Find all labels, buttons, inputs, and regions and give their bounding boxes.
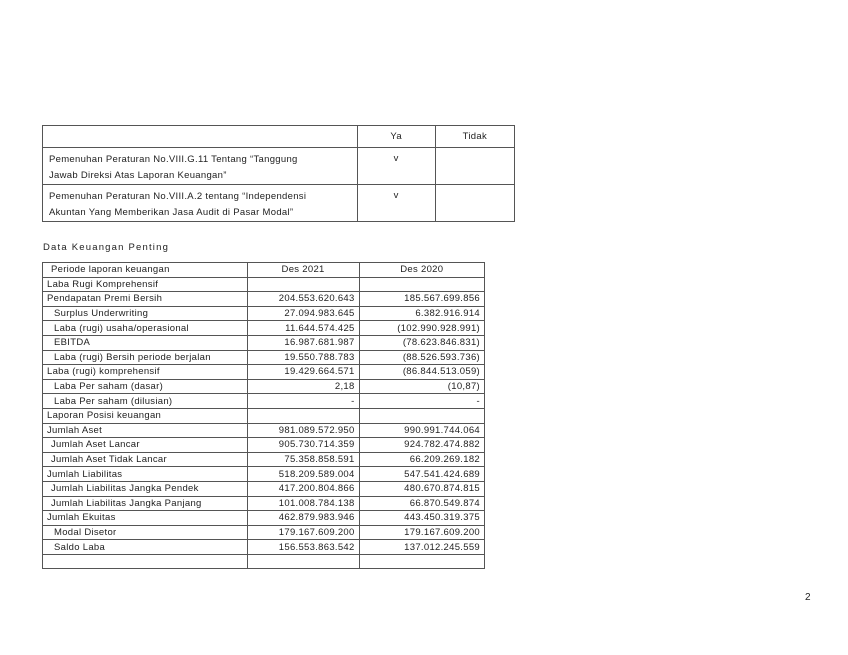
value-2021 (247, 408, 359, 423)
compliance-header-ya: Ya (357, 126, 435, 148)
table-row (43, 408, 485, 423)
value-2021: - (247, 394, 359, 409)
value-2020 (359, 554, 484, 569)
row-label: Jumlah Aset (43, 423, 248, 438)
compliance-description-line: Akuntan Yang Memberikan Jasa Audit di Pasar Modal” (49, 207, 294, 218)
value-2020 (359, 408, 484, 423)
row-label: Pendapatan Premi Bersih (43, 292, 248, 307)
value-2021: 19.550.788.783 (247, 350, 359, 365)
row-label: Saldo Laba (43, 540, 248, 555)
row-label: Modal Disetor (43, 525, 248, 540)
row-label: Laba Per saham (dilusian) (43, 394, 248, 409)
compliance-ya-check: v (357, 148, 435, 185)
value-2021: 19.429.664.571 (247, 365, 359, 380)
compliance-row (43, 185, 515, 222)
value-2021: 2,18 (247, 379, 359, 394)
compliance-tidak-check (435, 148, 514, 185)
value-2021: 981.089.572.950 (247, 423, 359, 438)
value-2020: 66.209.269.182 (359, 452, 484, 467)
table-row (43, 525, 485, 540)
row-label: Jumlah Liabilitas Jangka Panjang (43, 496, 248, 511)
row-label: Jumlah Liabilitas Jangka Pendek (43, 481, 248, 496)
financial-header-row (43, 263, 485, 278)
value-2020: 443.450.319.375 (359, 511, 484, 526)
table-row (43, 540, 485, 555)
value-2020: 137.012.245.559 (359, 540, 484, 555)
row-label: EBITDA (43, 335, 248, 350)
page-number: 2 (805, 592, 811, 603)
compliance-table (42, 125, 515, 222)
value-2021: 417.200.804.866 (247, 481, 359, 496)
compliance-header-tidak: Tidak (435, 126, 514, 148)
table-row (43, 306, 485, 321)
row-label: Jumlah Ekuitas (43, 511, 248, 526)
value-2020: 179.167.609.200 (359, 525, 484, 540)
table-row (43, 292, 485, 307)
value-2021: 905.730.714.359 (247, 438, 359, 453)
row-label: Laba Rugi Komprehensif (43, 277, 248, 292)
value-2020: 547.541.424.689 (359, 467, 484, 482)
value-2021: 75.358.858.591 (247, 452, 359, 467)
value-2021: 179.167.609.200 (247, 525, 359, 540)
table-row (43, 277, 485, 292)
compliance-description (43, 148, 358, 185)
value-2020: 66.870.549.874 (359, 496, 484, 511)
row-label: Laba (rugi) usaha/operasional (43, 321, 248, 336)
row-label: Jumlah Liabilitas (43, 467, 248, 482)
value-2021: 156.553.863.542 (247, 540, 359, 555)
row-label: Laba (rugi) komprehensif (43, 365, 248, 380)
compliance-description-line: Pemenuhan Peraturan No.VIII.G.11 Tentang “Tanggung (49, 154, 298, 165)
table-row (43, 481, 485, 496)
value-2020: - (359, 394, 484, 409)
compliance-header-blank (43, 126, 358, 148)
value-2020: 185.567.699.856 (359, 292, 484, 307)
table-row (43, 554, 485, 569)
value-2021 (247, 554, 359, 569)
value-2020 (359, 277, 484, 292)
table-row (43, 350, 485, 365)
value-2021: 204.553.620.643 (247, 292, 359, 307)
value-2020: (86.844.513.059) (359, 365, 484, 380)
value-2021: 16.987.681.987 (247, 335, 359, 350)
table-row (43, 438, 485, 453)
value-2021: 27.094.983.645 (247, 306, 359, 321)
value-2020: (78.623.846.831) (359, 335, 484, 350)
financial-table-body (43, 277, 485, 569)
value-2020: (88.526.593.736) (359, 350, 484, 365)
table-row (43, 423, 485, 438)
table-row (43, 335, 485, 350)
compliance-ya-check: v (357, 185, 435, 222)
compliance-description-line: Pemenuhan Peraturan No.VIII.A.2 tentang “Independensi (49, 191, 307, 202)
row-label (43, 554, 248, 569)
value-2020: (102.990.928.991) (359, 321, 484, 336)
value-2020: (10,87) (359, 379, 484, 394)
compliance-header-row (43, 126, 515, 148)
compliance-description-line: Jawab Direksi Atas Laporan Keuangan” (49, 170, 227, 181)
compliance-row (43, 148, 515, 185)
table-row (43, 394, 485, 409)
value-2020: 6.382.916.914 (359, 306, 484, 321)
table-row (43, 496, 485, 511)
value-2021: 518.209.589.004 (247, 467, 359, 482)
table-row (43, 467, 485, 482)
table-row (43, 365, 485, 380)
table-row (43, 321, 485, 336)
row-label: Laporan Posisi keuangan (43, 408, 248, 423)
table-row (43, 379, 485, 394)
compliance-description (43, 185, 358, 222)
financial-table (42, 262, 485, 569)
row-label: Laba (rugi) Bersih periode berjalan (43, 350, 248, 365)
value-2021: 11.644.574.425 (247, 321, 359, 336)
header-period: Periode laporan keuangan (43, 263, 248, 278)
value-2020: 924.782.474.882 (359, 438, 484, 453)
value-2020: 990.991.744.064 (359, 423, 484, 438)
row-label: Surplus Underwriting (43, 306, 248, 321)
value-2021: 462.879.983.946 (247, 511, 359, 526)
compliance-tidak-check (435, 185, 514, 222)
row-label: Jumlah Aset Tidak Lancar (43, 452, 248, 467)
row-label: Laba Per saham (dasar) (43, 379, 248, 394)
value-2021: 101.008.784.138 (247, 496, 359, 511)
value-2020: 480.670.874.815 (359, 481, 484, 496)
table-row (43, 511, 485, 526)
value-2021 (247, 277, 359, 292)
header-2021: Des 2021 (247, 263, 359, 278)
section-title: Data Keuangan Penting (43, 242, 170, 253)
table-row (43, 452, 485, 467)
row-label: Jumlah Aset Lancar (43, 438, 248, 453)
header-2020: Des 2020 (359, 263, 484, 278)
